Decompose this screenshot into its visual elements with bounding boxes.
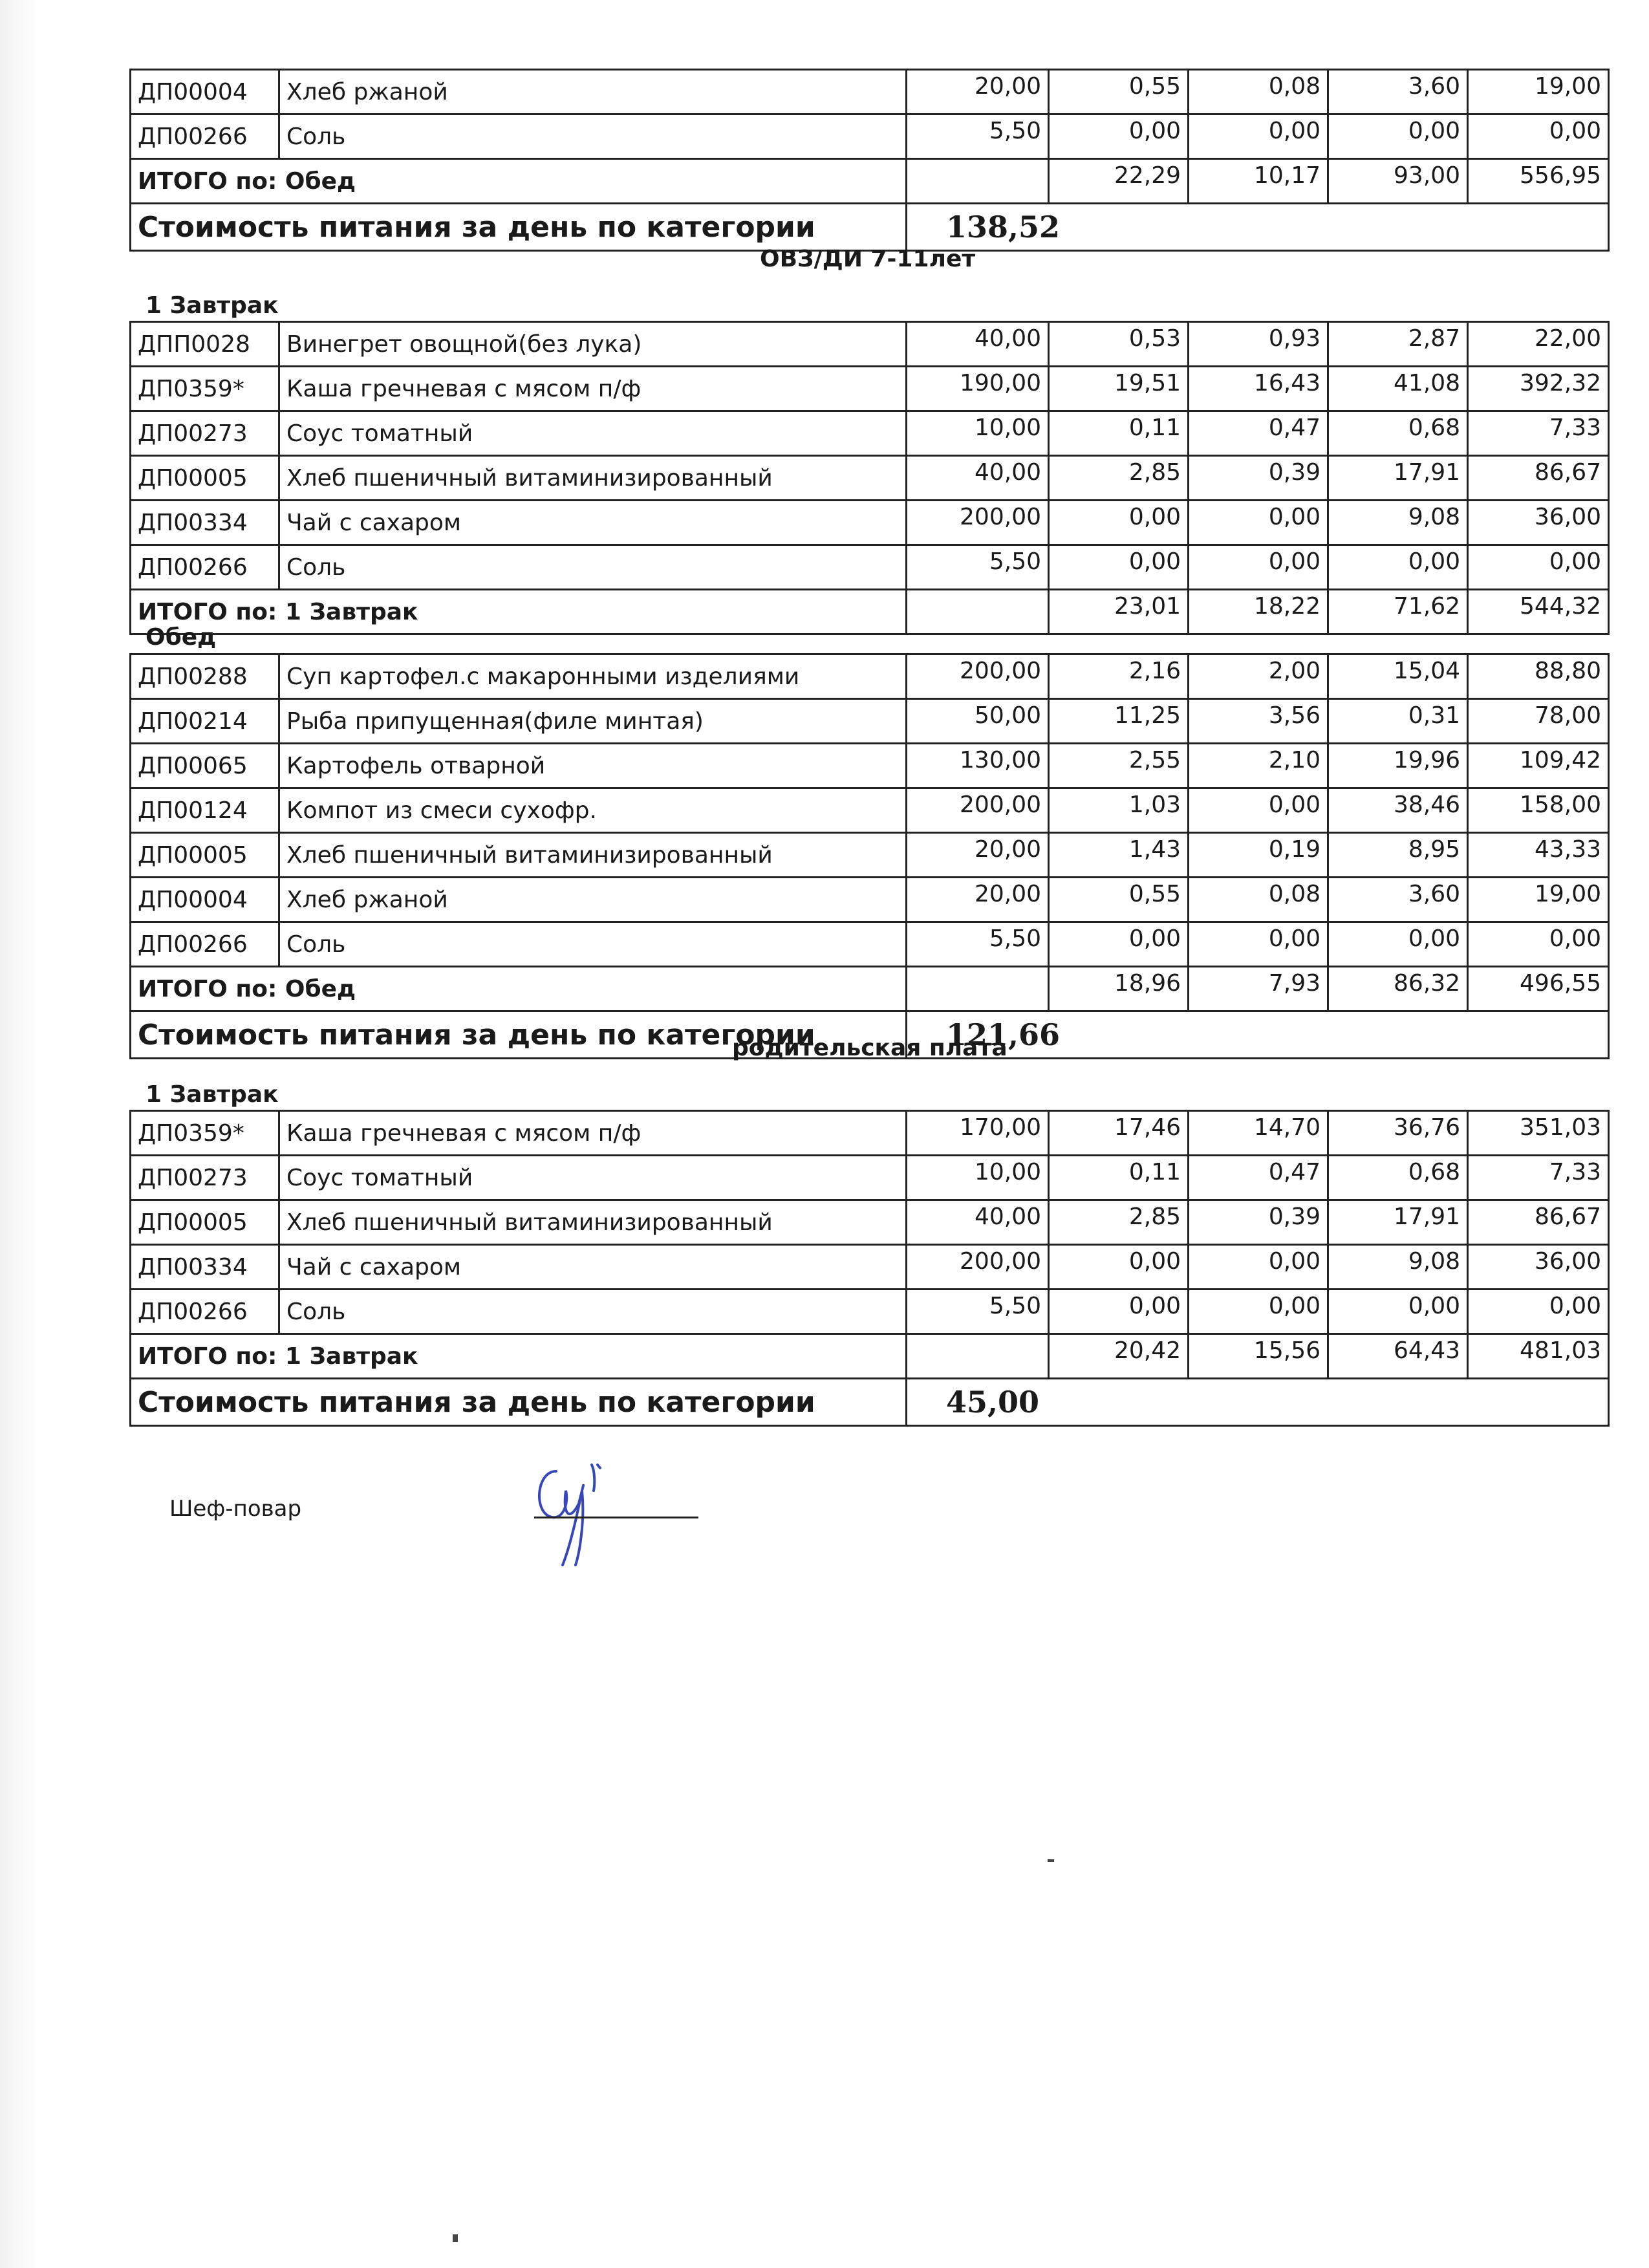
total-label-cell: ИТОГО по: Обед <box>131 967 907 1011</box>
yield-cell: 20,00 <box>907 70 1049 114</box>
scan-speck <box>1048 1859 1054 1862</box>
total-yield-cell <box>907 967 1049 1011</box>
table-row <box>131 833 1609 878</box>
dish-name-cell: Хлеб пшеничный витаминизированный <box>279 833 907 878</box>
total-label-cell: ИТОГО по: 1 Завтрак <box>131 1334 907 1379</box>
table-row <box>131 1200 1609 1245</box>
total-fat-cell: 10,17 <box>1189 159 1328 204</box>
dish-name-cell: Каша гречневая с мясом п/ф <box>279 1111 907 1156</box>
carbs-cell: 3,60 <box>1328 70 1468 114</box>
table-row <box>131 411 1609 456</box>
kcal-cell: 392,32 <box>1468 367 1609 411</box>
dish-code-cell: ДП00004 <box>131 70 279 114</box>
protein-cell: 0,53 <box>1049 322 1189 367</box>
dish-code-cell: ДП00004 <box>131 878 279 922</box>
yield-cell: 200,00 <box>907 1245 1049 1290</box>
fat-cell: 3,56 <box>1189 699 1328 744</box>
meal-title-lunch: Обед <box>146 624 217 651</box>
yield-cell: 50,00 <box>907 699 1049 744</box>
kcal-cell: 36,00 <box>1468 1245 1609 1290</box>
carbs-cell: 17,91 <box>1328 1200 1468 1245</box>
total-protein-cell: 20,42 <box>1049 1334 1189 1379</box>
dish-code-cell: ДП00288 <box>131 654 279 699</box>
chef-signature <box>530 1452 627 1568</box>
kcal-cell: 7,33 <box>1468 411 1609 456</box>
protein-cell: 0,11 <box>1049 411 1189 456</box>
table-row <box>131 322 1609 367</box>
dish-code-cell: ДП00266 <box>131 545 279 590</box>
protein-cell: 0,00 <box>1049 501 1189 545</box>
menu-table-ovz-lunch <box>129 653 1610 1059</box>
table-row <box>131 456 1609 501</box>
signature-line <box>534 1517 698 1518</box>
table-row <box>131 114 1609 159</box>
carbs-cell: 8,95 <box>1328 833 1468 878</box>
daily-cost-filler <box>1189 1379 1609 1426</box>
total-row <box>131 1334 1609 1379</box>
carbs-cell: 41,08 <box>1328 367 1468 411</box>
carbs-cell: 0,68 <box>1328 411 1468 456</box>
daily-cost-label: Стоимость питания за день по категории <box>131 1011 907 1059</box>
table-row <box>131 699 1609 744</box>
menu-table-ovz-breakfast <box>129 321 1610 635</box>
fat-cell: 0,08 <box>1189 878 1328 922</box>
table-row <box>131 1111 1609 1156</box>
kcal-cell: 19,00 <box>1468 878 1609 922</box>
kcal-cell: 78,00 <box>1468 699 1609 744</box>
total-protein-cell: 22,29 <box>1049 159 1189 204</box>
kcal-cell: 86,67 <box>1468 1200 1609 1245</box>
carbs-cell: 17,91 <box>1328 456 1468 501</box>
total-kcal-cell: 481,03 <box>1468 1334 1609 1379</box>
total-yield-cell <box>907 1334 1049 1379</box>
yield-cell: 200,00 <box>907 501 1049 545</box>
kcal-cell: 158,00 <box>1468 788 1609 833</box>
scan-speck <box>453 2234 458 2242</box>
daily-cost-value: 138,52 <box>907 204 1189 251</box>
kcal-cell: 7,33 <box>1468 1156 1609 1200</box>
total-kcal-cell: 556,95 <box>1468 159 1609 204</box>
fat-cell: 0,19 <box>1189 833 1328 878</box>
chef-label: Шеф-повар <box>169 1496 302 1522</box>
total-protein-cell: 23,01 <box>1049 590 1189 634</box>
total-protein-cell: 18,96 <box>1049 967 1189 1011</box>
fat-cell: 0,39 <box>1189 456 1328 501</box>
dish-name-cell: Соус томатный <box>279 1156 907 1200</box>
dish-name-cell: Соль <box>279 114 907 159</box>
fat-cell: 0,08 <box>1189 70 1328 114</box>
fat-cell: 0,47 <box>1189 411 1328 456</box>
kcal-cell: 0,00 <box>1468 545 1609 590</box>
table-row <box>131 70 1609 114</box>
dish-name-cell: Хлеб ржаной <box>279 878 907 922</box>
menu-table-lunch-continued <box>129 69 1610 252</box>
dish-code-cell: ДП00266 <box>131 1290 279 1334</box>
protein-cell: 0,00 <box>1049 114 1189 159</box>
meal-title-breakfast: 1 Завтрак <box>146 292 279 319</box>
total-fat-cell: 18,22 <box>1189 590 1328 634</box>
daily-cost-row <box>131 1379 1609 1426</box>
protein-cell: 17,46 <box>1049 1111 1189 1156</box>
table-row <box>131 1156 1609 1200</box>
total-carbs-cell: 64,43 <box>1328 1334 1468 1379</box>
dish-code-cell: ДП00334 <box>131 1245 279 1290</box>
fat-cell: 2,00 <box>1189 654 1328 699</box>
dish-code-cell: ДП00005 <box>131 1200 279 1245</box>
total-fat-cell: 7,93 <box>1189 967 1328 1011</box>
fat-cell: 0,00 <box>1189 545 1328 590</box>
dish-name-cell: Хлеб пшеничный витаминизированный <box>279 456 907 501</box>
kcal-cell: 0,00 <box>1468 922 1609 967</box>
dish-name-cell: Рыба припущенная(филе минтая) <box>279 699 907 744</box>
fat-cell: 0,00 <box>1189 114 1328 159</box>
yield-cell: 40,00 <box>907 322 1049 367</box>
dish-name-cell: Чай с сахаром <box>279 501 907 545</box>
kcal-cell: 43,33 <box>1468 833 1609 878</box>
fat-cell: 0,00 <box>1189 788 1328 833</box>
dish-name-cell: Соль <box>279 1290 907 1334</box>
carbs-cell: 0,31 <box>1328 699 1468 744</box>
carbs-cell: 0,00 <box>1328 1290 1468 1334</box>
table-row <box>131 788 1609 833</box>
carbs-cell: 19,96 <box>1328 744 1468 788</box>
protein-cell: 19,51 <box>1049 367 1189 411</box>
table-row <box>131 545 1609 590</box>
kcal-cell: 88,80 <box>1468 654 1609 699</box>
carbs-cell: 0,00 <box>1328 545 1468 590</box>
kcal-cell: 0,00 <box>1468 114 1609 159</box>
dish-code-cell: ДП00124 <box>131 788 279 833</box>
yield-cell: 170,00 <box>907 1111 1049 1156</box>
table-row <box>131 922 1609 967</box>
yield-cell: 5,50 <box>907 545 1049 590</box>
fat-cell: 0,00 <box>1189 1290 1328 1334</box>
dish-code-cell: ДП00273 <box>131 1156 279 1200</box>
kcal-cell: 22,00 <box>1468 322 1609 367</box>
dish-name-cell: Хлеб ржаной <box>279 70 907 114</box>
dish-name-cell: Каша гречневая с мясом п/ф <box>279 367 907 411</box>
kcal-cell: 109,42 <box>1468 744 1609 788</box>
kcal-cell: 351,03 <box>1468 1111 1609 1156</box>
kcal-cell: 0,00 <box>1468 1290 1609 1334</box>
daily-cost-row <box>131 204 1609 251</box>
dish-name-cell: Соус томатный <box>279 411 907 456</box>
dish-code-cell: ДП0359* <box>131 367 279 411</box>
total-row <box>131 159 1609 204</box>
fat-cell: 0,47 <box>1189 1156 1328 1200</box>
yield-cell: 5,50 <box>907 1290 1049 1334</box>
daily-cost-filler <box>1189 204 1609 251</box>
protein-cell: 0,11 <box>1049 1156 1189 1200</box>
carbs-cell: 2,87 <box>1328 322 1468 367</box>
yield-cell: 130,00 <box>907 744 1049 788</box>
protein-cell: 2,16 <box>1049 654 1189 699</box>
carbs-cell: 0,00 <box>1328 922 1468 967</box>
dish-name-cell: Суп картофел.с макаронными изделиями <box>279 654 907 699</box>
carbs-cell: 0,00 <box>1328 114 1468 159</box>
dish-name-cell: Соль <box>279 922 907 967</box>
table-row <box>131 501 1609 545</box>
dish-code-cell: ДП0359* <box>131 1111 279 1156</box>
total-kcal-cell: 544,32 <box>1468 590 1609 634</box>
dish-code-cell: ДП00005 <box>131 833 279 878</box>
yield-cell: 200,00 <box>907 654 1049 699</box>
fat-cell: 0,93 <box>1189 322 1328 367</box>
yield-cell: 190,00 <box>907 367 1049 411</box>
protein-cell: 0,00 <box>1049 545 1189 590</box>
daily-cost-label: Стоимость питания за день по категории <box>131 1379 907 1426</box>
total-kcal-cell: 496,55 <box>1468 967 1609 1011</box>
table-row <box>131 367 1609 411</box>
meal-title-parent-breakfast: 1 Завтрак <box>146 1081 279 1108</box>
dish-code-cell: ДП00065 <box>131 744 279 788</box>
total-yield-cell <box>907 590 1049 634</box>
fat-cell: 16,43 <box>1189 367 1328 411</box>
total-yield-cell <box>907 159 1049 204</box>
carbs-cell: 36,76 <box>1328 1111 1468 1156</box>
dish-code-cell: ДПП0028 <box>131 322 279 367</box>
protein-cell: 1,43 <box>1049 833 1189 878</box>
total-row <box>131 590 1609 634</box>
total-label-cell: ИТОГО по: 1 Завтрак <box>131 590 907 634</box>
table-row <box>131 1245 1609 1290</box>
total-row <box>131 967 1609 1011</box>
section-title-parent-fee: родительская плата <box>732 1035 1008 1061</box>
kcal-cell: 19,00 <box>1468 70 1609 114</box>
yield-cell: 10,00 <box>907 411 1049 456</box>
kcal-cell: 36,00 <box>1468 501 1609 545</box>
protein-cell: 0,55 <box>1049 70 1189 114</box>
scan-edge <box>0 0 39 2268</box>
fat-cell: 0,00 <box>1189 922 1328 967</box>
yield-cell: 10,00 <box>907 1156 1049 1200</box>
total-carbs-cell: 93,00 <box>1328 159 1468 204</box>
yield-cell: 40,00 <box>907 1200 1049 1245</box>
dish-name-cell: Чай с сахаром <box>279 1245 907 1290</box>
fat-cell: 2,10 <box>1189 744 1328 788</box>
daily-cost-label: Стоимость питания за день по категории <box>131 204 907 251</box>
total-carbs-cell: 86,32 <box>1328 967 1468 1011</box>
kcal-cell: 86,67 <box>1468 456 1609 501</box>
dish-name-cell: Соль <box>279 545 907 590</box>
dish-name-cell: Компот из смеси сухофр. <box>279 788 907 833</box>
carbs-cell: 3,60 <box>1328 878 1468 922</box>
daily-cost-value: 45,00 <box>907 1379 1189 1426</box>
protein-cell: 0,00 <box>1049 1290 1189 1334</box>
dish-code-cell: ДП00334 <box>131 501 279 545</box>
fat-cell: 0,39 <box>1189 1200 1328 1245</box>
fat-cell: 0,00 <box>1189 1245 1328 1290</box>
protein-cell: 1,03 <box>1049 788 1189 833</box>
protein-cell: 0,00 <box>1049 922 1189 967</box>
table-row <box>131 1290 1609 1334</box>
table-row <box>131 744 1609 788</box>
daily-cost-filler <box>1189 1011 1609 1059</box>
dish-name-cell: Хлеб пшеничный витаминизированный <box>279 1200 907 1245</box>
protein-cell: 11,25 <box>1049 699 1189 744</box>
yield-cell: 20,00 <box>907 833 1049 878</box>
yield-cell: 5,50 <box>907 922 1049 967</box>
dish-code-cell: ДП00005 <box>131 456 279 501</box>
fat-cell: 14,70 <box>1189 1111 1328 1156</box>
protein-cell: 2,55 <box>1049 744 1189 788</box>
total-fat-cell: 15,56 <box>1189 1334 1328 1379</box>
dish-name-cell: Винегрет овощной(без лука) <box>279 322 907 367</box>
dish-code-cell: ДП00266 <box>131 922 279 967</box>
carbs-cell: 9,08 <box>1328 1245 1468 1290</box>
yield-cell: 20,00 <box>907 878 1049 922</box>
protein-cell: 2,85 <box>1049 456 1189 501</box>
dish-name-cell: Картофель отварной <box>279 744 907 788</box>
yield-cell: 200,00 <box>907 788 1049 833</box>
carbs-cell: 38,46 <box>1328 788 1468 833</box>
menu-table-parent-breakfast <box>129 1110 1610 1427</box>
total-carbs-cell: 71,62 <box>1328 590 1468 634</box>
section-title-ovz: ОВЗ/ДИ 7-11лет <box>760 246 976 272</box>
carbs-cell: 9,08 <box>1328 501 1468 545</box>
total-label-cell: ИТОГО по: Обед <box>131 159 907 204</box>
yield-cell: 5,50 <box>907 114 1049 159</box>
carbs-cell: 15,04 <box>1328 654 1468 699</box>
dish-code-cell: ДП00214 <box>131 699 279 744</box>
carbs-cell: 0,68 <box>1328 1156 1468 1200</box>
protein-cell: 0,55 <box>1049 878 1189 922</box>
protein-cell: 2,85 <box>1049 1200 1189 1245</box>
table-row <box>131 654 1609 699</box>
protein-cell: 0,00 <box>1049 1245 1189 1290</box>
yield-cell: 40,00 <box>907 456 1049 501</box>
dish-code-cell: ДП00266 <box>131 114 279 159</box>
dish-code-cell: ДП00273 <box>131 411 279 456</box>
table-row <box>131 878 1609 922</box>
daily-cost-value: 121,66 <box>907 1011 1189 1059</box>
fat-cell: 0,00 <box>1189 501 1328 545</box>
